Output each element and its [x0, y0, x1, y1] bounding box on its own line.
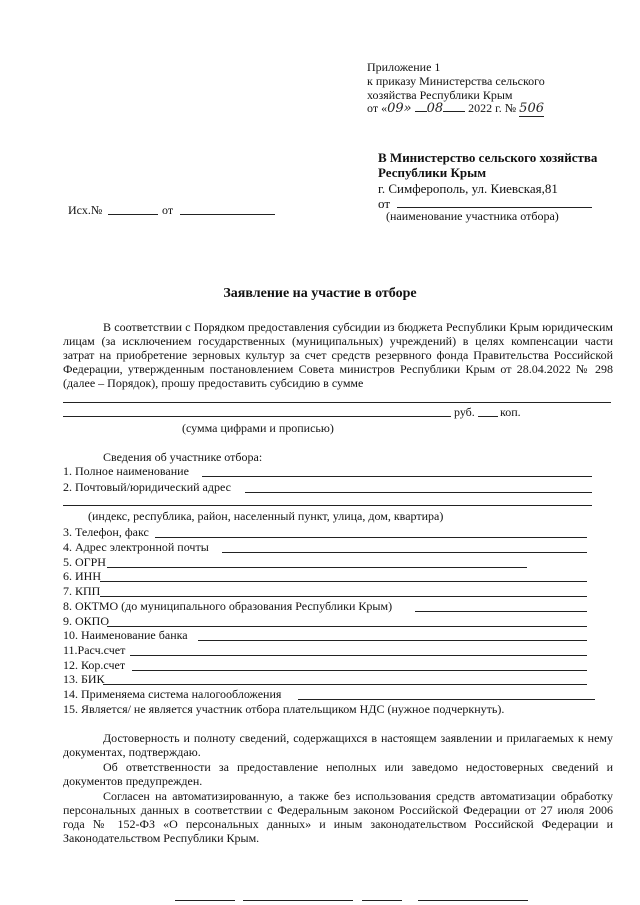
addressee-from-line — [397, 207, 592, 208]
field-kpp: 7. КПП — [63, 584, 101, 598]
field-full-name: 1. Полное наименование — [63, 464, 189, 478]
signature-line-1 — [175, 900, 235, 901]
field-corr-account: 12. Кор.счет — [63, 658, 126, 672]
appendix-line1: Приложение 1 — [367, 60, 441, 74]
outgoing-date-label: от — [162, 203, 174, 217]
field-inn-line — [100, 581, 587, 582]
appendix-day: 09» — [387, 101, 412, 116]
field-okpo: 9. ОКПО — [63, 614, 110, 628]
addressee-line1: В Министерство сельского хозяйства — [378, 150, 598, 165]
field-postal-address-line — [245, 492, 592, 493]
addressee-line2: Республики Крым — [378, 165, 487, 180]
field-account: 11.Расч.счет — [63, 643, 126, 657]
appendix-line3: хозяйства Республики Крым — [367, 88, 513, 102]
field-email-line — [222, 552, 587, 553]
appendix-number: 506 — [519, 101, 544, 116]
field-oktmo-line — [415, 611, 587, 612]
outgoing-date-line — [180, 214, 275, 215]
field-bank-name: 10. Наименование банка — [63, 628, 188, 642]
field-postal-address: 2. Почтовый/юридический адрес — [63, 480, 231, 494]
field-corr-account-line — [132, 670, 587, 671]
addressee-from: от — [378, 196, 391, 211]
sum-kop-line — [478, 416, 498, 417]
field-bik: 13. БИК — [63, 672, 105, 686]
field-tax-system-line — [298, 699, 595, 700]
addressee-caption: (наименование участника отбора) — [386, 209, 559, 223]
address-caption: (индекс, республика, район, населенный пункт, улица, дом, квартира) — [88, 509, 444, 523]
field-ogrn: 5. ОГРН — [63, 555, 106, 569]
appendix-date-line — [367, 100, 544, 116]
sum-line-2 — [63, 416, 451, 417]
field-kpp-line — [100, 596, 587, 597]
outgoing-number-line — [108, 214, 158, 215]
sum-kop: коп. — [500, 405, 521, 419]
field-account-line — [130, 655, 587, 656]
sum-caption: (сумма цифрами и прописью) — [182, 421, 334, 435]
field-inn: 6. ИНН — [63, 569, 101, 583]
page-title: Заявление на участие в отборе — [223, 286, 417, 301]
appendix-month-underline — [443, 100, 465, 112]
sum-rub: руб. — [454, 405, 475, 419]
signature-line-2 — [243, 900, 353, 901]
appendix-year: 2022 г. № — [468, 101, 517, 115]
field-email: 4. Адрес электронной почты — [63, 540, 209, 554]
field-vat-payer: 15. Является/ не является участник отбора плательщиком НДС (нужное подчеркнуть). — [63, 702, 505, 716]
appendix-month: 08 — [426, 101, 444, 116]
appendix-from: от « — [367, 101, 388, 115]
field-postal-address-line-2 — [63, 505, 592, 506]
field-full-name-line — [202, 476, 592, 477]
field-phone-line — [155, 537, 587, 538]
field-tax-system: 14. Применяема система налогообложения — [63, 687, 282, 701]
addressee-line3: г. Симферополь, ул. Киевская,81 — [378, 181, 558, 196]
field-phone: 3. Телефон, факс — [63, 525, 149, 539]
field-okpo-line — [107, 626, 587, 627]
outgoing-number-label: Исх.№ — [68, 203, 103, 217]
paragraph-personal-data: Согласен на автоматизированную, а также без использования средств автоматизации обработку персональных данных в соответствии с Федеральным законом Российской Федерации от 27 июля 2006 года № 152-ФЗ «О персональных данных» и иным законодательством Российской Федерации и Законодательством Республики Крым. — [63, 789, 613, 845]
appendix-line2: к приказу Министерства сельского — [367, 74, 545, 88]
appendix-day-underline — [415, 100, 427, 112]
sum-line-1 — [63, 402, 611, 403]
field-ogrn-line — [107, 567, 527, 568]
field-bank-name-line — [198, 640, 587, 641]
paragraph-confirmation: Достоверность и полноту сведений, содержащихся в настоящем заявлении и прилагаемых к нему документах, подтверждаю. — [63, 731, 613, 759]
signature-line-3 — [362, 900, 402, 901]
paragraph-responsibility: Об ответственности за предоставление неполных или заведомо недостоверных сведений и документов предупрежден. — [63, 760, 613, 788]
field-bik-line — [103, 684, 587, 685]
signature-line-4 — [418, 900, 528, 901]
intro-paragraph: В соответствии с Порядком предоставления субсидии из бюджета Республики Крым юридическим лицам (за исключением государственных (муниципальных) учреждений) в целях компенсации части затрат на приобретение зерновых культур за счет средств резервного фонда Правительства Российской Федерации, утвержденным постановлением Совета министров Республики Крым от 28.04.2022 № 298 (далее – Порядок), прошу предоставить субсидию в сумме — [63, 320, 613, 390]
field-oktmo: 8. ОКТМО (до муниципального образования Республики Крым) — [63, 599, 393, 613]
info-heading: Сведения об участнике отбора: — [103, 450, 263, 464]
